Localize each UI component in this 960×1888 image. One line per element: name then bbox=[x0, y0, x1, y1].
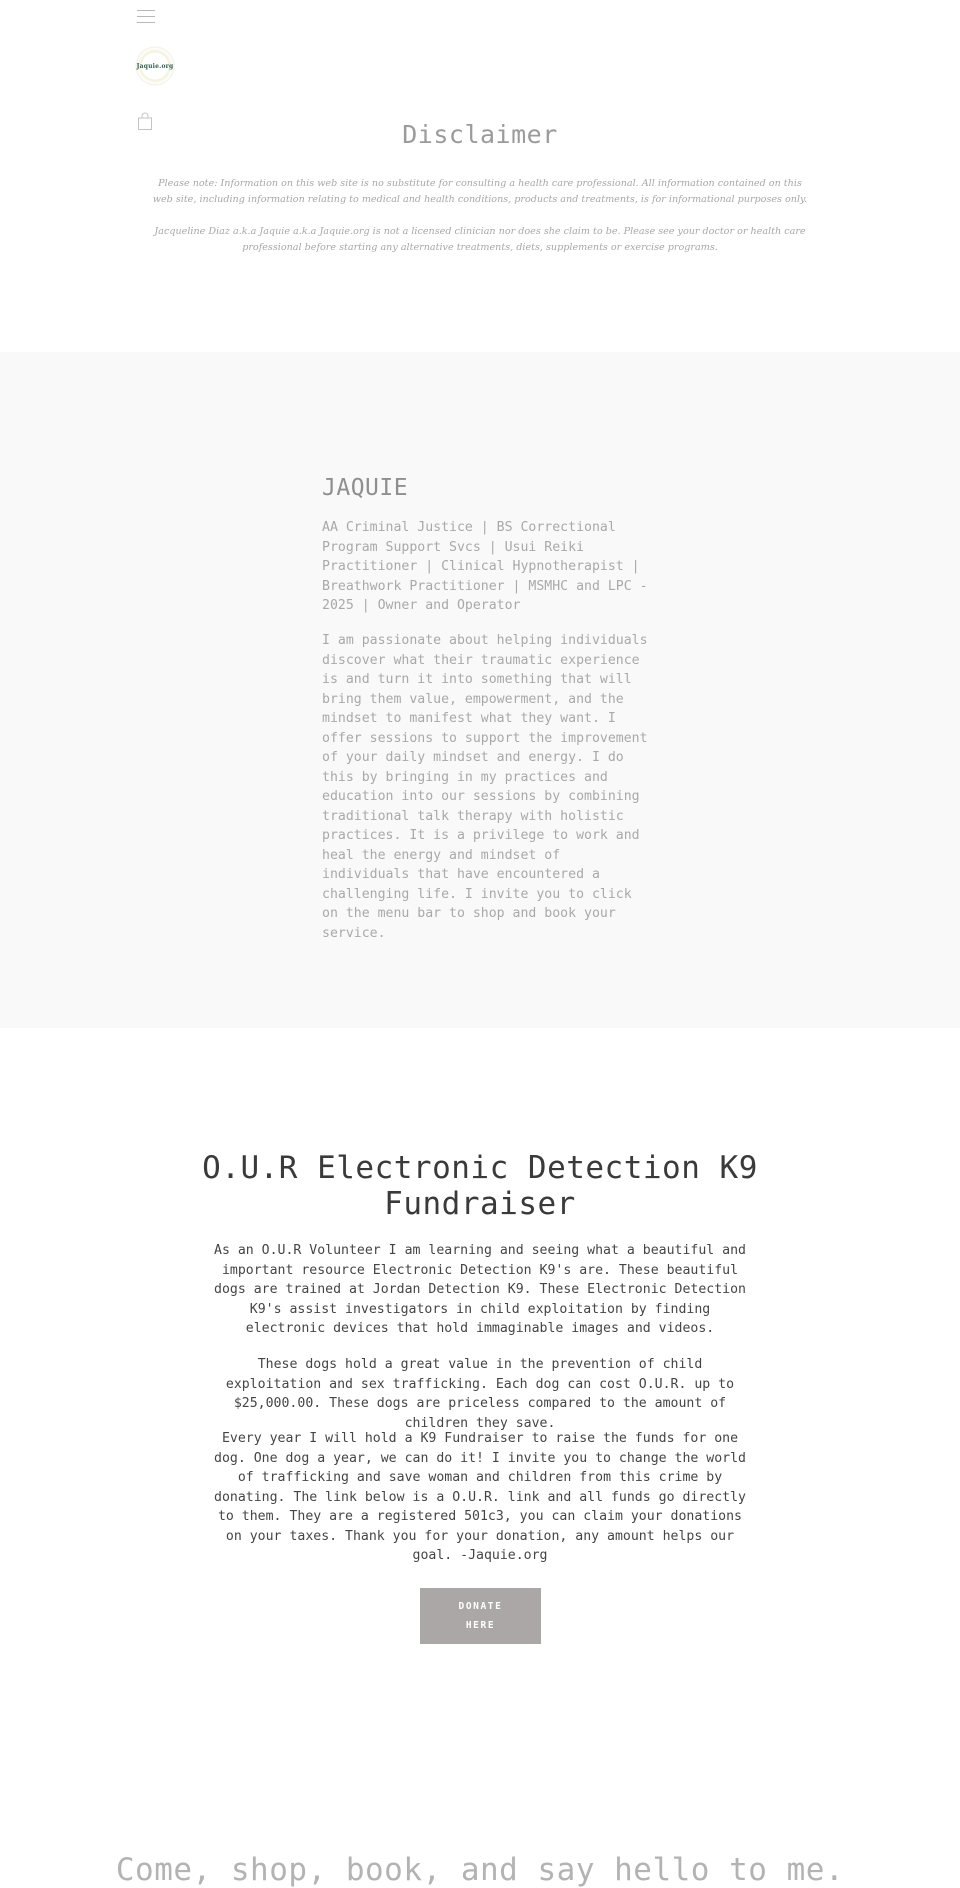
fundraiser-paragraph-2: These dogs hold a great value in the prevention of child exploitation and sex trafficking. Each dog can cost O.U.R. up to $25,000.00. These dogs are priceless compared to the amount of children they save. bbox=[225, 1357, 735, 1431]
disclaimer-note-2: Jacqueline Diaz a.k.a Jaquie a.k.a Jaquie.org is not a licensed clinician nor does she claim to be. Please see your doctor or health care professional before starting any alternative treatments, diets, supplements or exercise programs. bbox=[154, 225, 806, 254]
about-body-text: I am passionate about helping individuals discover what their traumatic experience is and turn it into something that will bring them value, empowerment, and the mindset to manifest what they want. I offer sessions to support the improvement of your daily mindset and energy. I do this by bringing in my practices and education into our sessions by combining traditional talk therapy with holistic practices. It is a privilege to work and heal the energy and mindset of individuals that have encountered a challenging life. I invite you to click on the menu bar to shop and book your service. bbox=[322, 633, 648, 941]
fundraiser-paragraph-1: As an O.U.R Volunteer I am learning and seeing what a beautiful and important resource Electronic Detection K9's are. These beautiful dogs are trained at Jordan Detection K9. These Electronic Detection K9's assist investigators in child exploitation by finding electronic devices that hold immaginable images and videos. bbox=[214, 1243, 746, 1336]
disclaimer-title: Disclaimer bbox=[402, 120, 558, 149]
fundraiser-title: O.U.R Electronic Detection K9 Fundraiser bbox=[202, 1150, 758, 1222]
closing-heading: Come, shop, book, and say hello to me. bbox=[115, 1852, 845, 1888]
logo-text: Jaquie.org bbox=[136, 62, 174, 70]
about-credentials: AA Criminal Justice | BS Correctional Program Support Svcs | Usui Reiki Practitioner | Clinical Hypnotherapist | Breathwork Practitioner | MSMHC and LPC - 2025 | Owner and Operator bbox=[322, 520, 648, 613]
site-logo[interactable] bbox=[135, 46, 175, 86]
hamburger-menu-icon[interactable] bbox=[137, 10, 155, 24]
about-name-heading: JAQUIE bbox=[322, 475, 409, 501]
donate-button[interactable]: DONATE HERE bbox=[420, 1588, 541, 1644]
disclaimer-note-1: Please note: Information on this web site is no substitute for consulting a health care professional. All information contained on this web site, including information relating to medical and health conditions, products and treatments, is for informational purposes only. bbox=[152, 177, 808, 206]
fundraiser-paragraph-3: Every year I will hold a K9 Fundraiser to raise the funds for one dog. One dog a year, we can do it! I invite you to change the world of trafficking and save woman and children from this crime by donating. The link below is a O.U.R. link and all funds go directly to them. They are a registered 501c3, you can claim your donations on your taxes. Thank you for your donation, any amount helps our goal. -Jaquie.org bbox=[214, 1431, 746, 1563]
